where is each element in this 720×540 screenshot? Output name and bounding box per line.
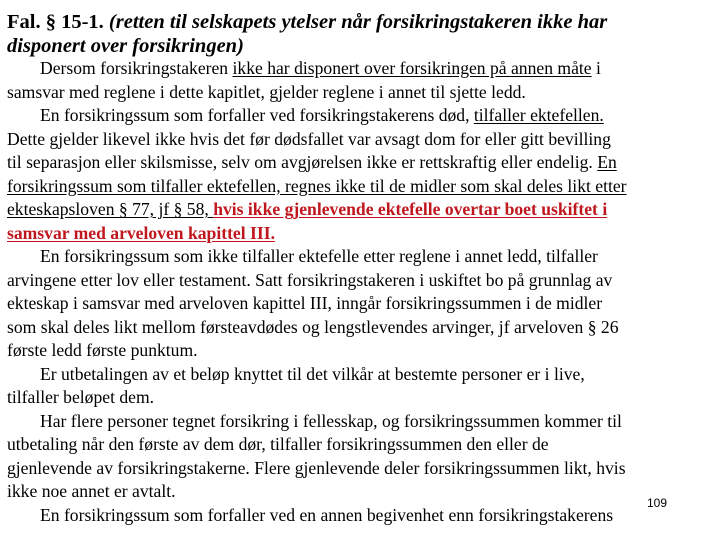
p3-line-3: ekteskap i samsvar med arveloven kapittel III, inngår forsikringssummen i de midler bbox=[7, 293, 603, 313]
p2-red-emphasis-2: samsvar med arveloven kapittel III. bbox=[7, 222, 275, 243]
section-title-part-2: disponert over forsikringen) bbox=[7, 34, 244, 57]
p3-line-5: første ledd første punktum. bbox=[7, 340, 198, 360]
p2-text-b: til separasjon eller skilsmisse, selv om avgjørelsen ikke er rettskraftig eller endelig. bbox=[7, 152, 598, 172]
p6-line-1: En forsikringssum som forfaller ved en annen begivenhet enn forsikringstakerens bbox=[40, 504, 614, 525]
p2-line-1 bbox=[7, 104, 713, 128]
page-number: 109 bbox=[647, 496, 668, 510]
p1-underlined-text: ikke har disponert over forsikringen på annen måte bbox=[232, 58, 592, 78]
p3-line-1: En forsikringssum som ikke tilfaller ektefelle etter reglene i annet ledd, tilfaller bbox=[40, 246, 598, 266]
section-heading bbox=[7, 9, 713, 56]
p1-text-b: i bbox=[591, 58, 601, 78]
p3-line-2: arvingene etter lov eller testament. Satt forsikringstakeren i uskiftet bo på grunnlag av bbox=[7, 269, 613, 290]
p5-line-1: Har flere personer tegnet forsikring i fellesskap, og forsikringssummen kommer til bbox=[40, 410, 622, 431]
paragraph-1 bbox=[7, 57, 713, 104]
p2-line-5 bbox=[7, 198, 713, 222]
p5-line-4: ikke noe annet er avtalt. bbox=[7, 481, 176, 501]
p2-text-a: En forsikringssum som forfaller ved forsikringstakerens død, bbox=[40, 105, 474, 125]
paragraph-6 bbox=[7, 504, 713, 528]
section-body bbox=[7, 57, 713, 527]
section-title-part-1: (retten til selskapets ytelser når forsikringstakeren ikke har bbox=[108, 11, 608, 33]
heading-line-1 bbox=[7, 9, 713, 33]
p4-line-1: Er utbetalingen av et beløp knyttet til det vilkår at bestemte personer er i live, bbox=[40, 363, 585, 384]
p2-line-4: forsikringssum som tilfaller ektefellen, regnes ikke til de midler som skal deles likt etter bbox=[7, 175, 627, 196]
p1-line-2: samsvar med reglene i dette kapitlet, gjelder reglene i annet til sjette ledd. bbox=[7, 81, 526, 102]
p3-line-4: som skal deles likt mellom førsteavdødes og lengstlevendes arvinger, jf arveloven § 26 bbox=[7, 316, 619, 337]
p2-line-3 bbox=[7, 151, 713, 175]
document-page bbox=[7, 9, 713, 527]
p2-underlined-text-2: En bbox=[597, 152, 617, 172]
paragraph-5 bbox=[7, 410, 713, 504]
p4-line-2: tilfaller beløpet dem. bbox=[7, 387, 155, 407]
p1-text-a: Dersom forsikringstakeren bbox=[40, 58, 233, 78]
p1-line-1 bbox=[7, 57, 713, 81]
p2-red-emphasis-1: hvis ikke gjenlevende ektefelle overtar boet uskiftet i bbox=[213, 199, 608, 219]
p5-line-3: gjenlevende av forsikringstakerne. Flere gjenlevende deler forsikringssummen likt, hvis bbox=[7, 457, 626, 478]
p5-line-2: utbetaling når den første av dem dør, tilfaller forsikringssummen den eller de bbox=[7, 434, 549, 454]
p2-line-2: Dette gjelder likevel ikke hvis det før dødsfallet var avsagt dom for eller gitt bevilling bbox=[7, 128, 611, 149]
p2-underlined-text-1: tilfaller ektefellen. bbox=[473, 105, 604, 125]
p2-underlined-text-3: ekteskapsloven § 77, jf § 58, bbox=[7, 199, 214, 219]
section-number: Fal. § 15-1. bbox=[7, 11, 104, 33]
paragraph-3 bbox=[7, 245, 713, 363]
paragraph-2 bbox=[7, 104, 713, 245]
paragraph-4 bbox=[7, 363, 713, 410]
